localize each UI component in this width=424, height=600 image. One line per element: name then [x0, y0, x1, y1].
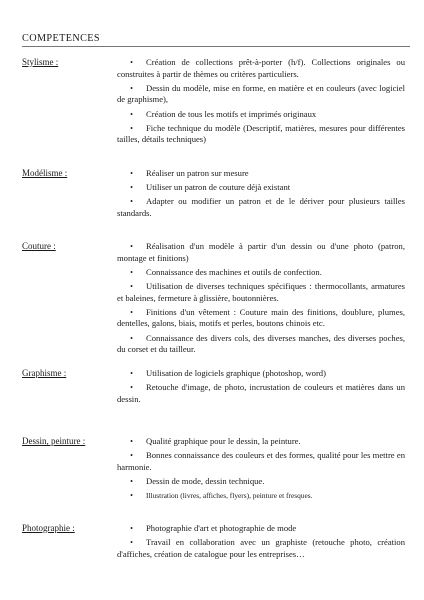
section-label: Modélisme :	[22, 168, 68, 178]
bullet-icon: •	[130, 169, 133, 178]
list-item: • Retouche d'image, de photo, incrustation de couleurs et matières dans un dessin.	[117, 382, 405, 404]
list-item: • Adapter ou modifier un patron et de le dériver pour plusieurs tailles standards.	[117, 196, 405, 218]
bullet-icon: •	[130, 281, 133, 291]
bullet-icon: •	[130, 307, 133, 317]
bullet-icon: •	[130, 109, 133, 119]
item-list	[117, 168, 405, 222]
list-item: • Réalisation d'un modèle à partir d'un dessin ou d'une photo (patron, montage et finitions)	[117, 241, 405, 263]
section-label: Photographie :	[22, 523, 75, 533]
bullet-icon: •	[130, 524, 133, 533]
bullet-icon: •	[130, 83, 133, 93]
list-item: • Utilisation de logiciels graphique (photoshop, word)	[117, 368, 405, 380]
bullet-icon: •	[130, 451, 133, 461]
item-list	[117, 523, 405, 563]
list-item: • Création de tous les motifs et imprimés originaux	[117, 109, 405, 121]
item-list	[117, 57, 405, 149]
list-item: • Travail en collaboration avec un graphiste (retouche photo, création d'affiches, création de catalogue pour les entreprises…	[117, 537, 405, 559]
bullet-icon: •	[130, 58, 133, 67]
item-list	[117, 368, 405, 408]
list-item: • Utiliser un patron de couture déjà existant	[117, 182, 405, 194]
bullet-icon: •	[130, 197, 133, 207]
bullet-icon: •	[130, 183, 133, 193]
item-list	[117, 436, 405, 504]
list-item: • Utilisation de diverses techniques spécifiques : thermocollants, armatures et baleines, fermeture à glissière, boutonnières.	[117, 280, 405, 303]
list-item: • Dessin de mode, dessin technique.	[117, 476, 405, 488]
list-item: • Bonnes connaissance des couleurs et des formes, qualité pour les mettre en harmonie.	[117, 450, 405, 472]
list-item: • Connaissance des machines et outils de confection.	[117, 267, 405, 279]
list-item: • Fiche technique du modèle (Descriptif, matières, mesures pour différentes tailles, détails techniques)	[117, 122, 405, 145]
list-item: • Finitions d'un vêtement : Couture main des finitions, doublure, plumes, dentelles, galons, biais, motifs et perles, boutons chinois etc.	[117, 306, 405, 329]
item-list	[117, 241, 405, 358]
bullet-icon: •	[130, 476, 133, 486]
list-item: • Création de collections prêt-à-porter (h/f). Collections originales ou construites à partir de thèmes ou critères particuliers.	[117, 57, 405, 79]
list-item: • Connaissance des divers cols, des diverses manches, des diverses poches, du corset et du tailleur.	[117, 332, 405, 355]
page-title: COMPETENCES	[22, 33, 100, 44]
heading-divider	[22, 46, 410, 47]
bullet-icon: •	[130, 383, 133, 393]
list-item: • Photographie d'art et photographie de mode	[117, 523, 405, 535]
section-label: Graphisme :	[22, 368, 67, 378]
bullet-icon: •	[130, 123, 133, 133]
section-label: Stylisme :	[22, 57, 59, 67]
bullet-icon: •	[130, 333, 133, 343]
bullet-icon: •	[130, 242, 133, 251]
bullet-icon: •	[130, 491, 133, 501]
bullet-icon: •	[130, 369, 133, 378]
list-item: • Qualité graphique pour le dessin, la peinture.	[117, 436, 405, 448]
section-label: Dessin, peinture :	[22, 436, 86, 446]
list-item: • Dessin du modèle, mise en forme, en matière et en couleurs (avec logiciel de graphisme),	[117, 82, 405, 105]
section-label: Couture :	[22, 241, 56, 251]
bullet-icon: •	[130, 538, 133, 548]
bullet-icon: •	[130, 437, 133, 446]
list-item: • Réaliser un patron sur mesure	[117, 168, 405, 180]
bullet-icon: •	[130, 267, 133, 277]
list-item: • Illustration (livres, affiches, flyers), peinture et fresques.	[117, 490, 405, 501]
